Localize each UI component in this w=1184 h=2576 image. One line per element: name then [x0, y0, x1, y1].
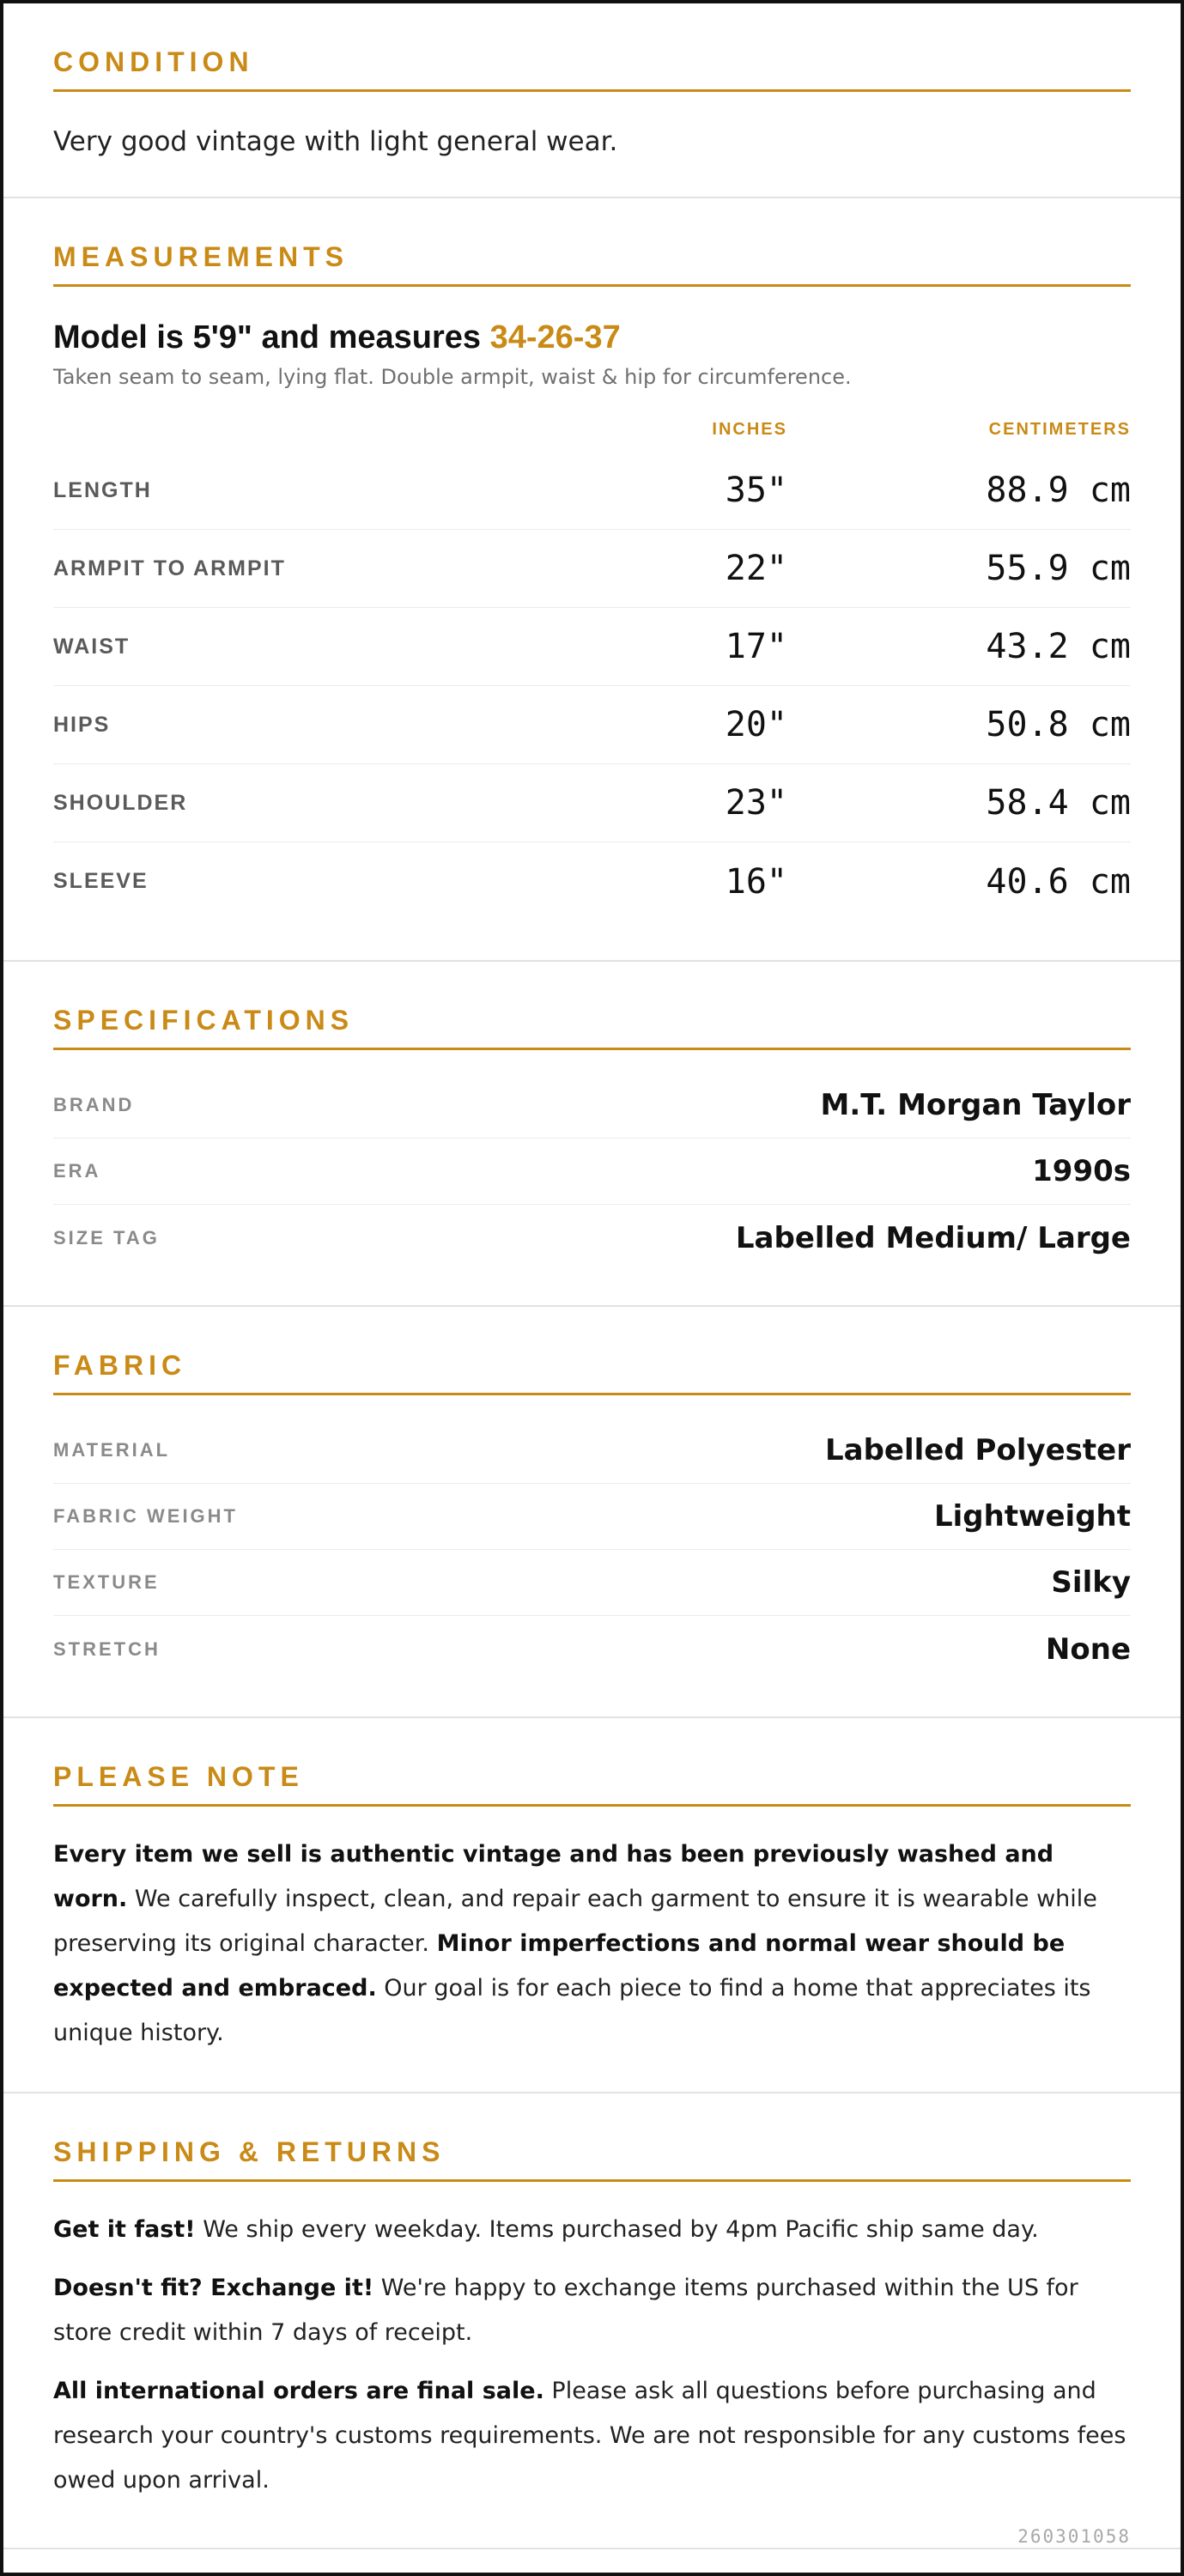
fabric-label: FABRIC WEIGHT	[53, 1505, 238, 1527]
fabric-row	[53, 1418, 1131, 1484]
spec-value: 1990s	[1032, 1154, 1131, 1188]
measurement-cm: 88.9 cm	[986, 471, 1131, 510]
note-text-2: Our goal is for each piece to find a home that appreciates its unique history.	[53, 1975, 1091, 2046]
spec-label: ERA	[53, 1160, 101, 1182]
measurement-row	[53, 452, 1131, 530]
measurements-section	[3, 198, 1181, 962]
spec-value: Labelled Medium/ Large	[735, 1220, 1131, 1255]
measurements-title: MEASUREMENTS	[53, 198, 1131, 287]
measurement-inches: 22"	[725, 549, 787, 588]
shipping-text: We ship every weekday. Items purchased by 4pm Pacific ship same day.	[195, 2216, 1039, 2243]
spec-value: M.T. Morgan Taylor	[820, 1088, 1131, 1122]
condition-title: CONDITION	[53, 3, 1131, 92]
measurement-row	[53, 842, 1131, 920]
measurement-cm: 50.8 cm	[986, 705, 1131, 744]
measurement-label: SHOULDER	[53, 790, 188, 815]
note-text-1: We carefully inspect, clean, and repair each garment to ensure it is wearable while preserving its original character.	[53, 1886, 1097, 1957]
measurement-label: WAIST	[53, 634, 131, 659]
please-note-text	[53, 1807, 1131, 2092]
note-bold-1: Every item we sell is authentic vintage and has been previously washed and worn.	[53, 1841, 1054, 1912]
specifications-section	[3, 962, 1181, 1307]
fabric-table	[53, 1418, 1131, 1716]
measurements-table	[53, 452, 1131, 960]
condition-section	[3, 3, 1181, 198]
fabric-label: MATERIAL	[53, 1439, 171, 1461]
exchange-paragraph	[53, 2266, 1131, 2355]
column-header-inches: INCHES	[712, 420, 787, 439]
specifications-title: SPECIFICATIONS	[53, 962, 1131, 1050]
measurement-inches: 20"	[725, 705, 787, 744]
measurement-cm: 40.6 cm	[986, 861, 1131, 902]
shipping-section	[3, 2093, 1181, 2549]
fabric-value: Lightweight	[933, 1499, 1131, 1534]
fabric-label: TEXTURE	[53, 1571, 160, 1593]
measurement-label: LENGTH	[53, 477, 152, 502]
model-measures-prefix: Model is 5'9" and measures	[53, 319, 490, 355]
measurement-label: HIPS	[53, 712, 111, 737]
specifications-table	[53, 1072, 1131, 1305]
measurements-subtitle: Taken seam to seam, lying flat. Double armpit, waist & hip for circumference.	[53, 365, 852, 389]
shipping-body	[53, 2182, 1131, 2548]
measurement-label: ARMPIT TO ARMPIT	[53, 556, 286, 580]
international-bold: All international orders are final sale.	[53, 2378, 544, 2404]
fabric-section	[3, 1307, 1181, 1718]
exchange-text: We're happy to exchange items purchased within the US for store credit within 7 days of receipt.	[53, 2275, 1078, 2346]
column-header-centimeters: CENTIMETERS	[988, 420, 1131, 439]
fabric-title: FABRIC	[53, 1307, 1131, 1395]
product-code: 260301058	[1017, 2526, 1131, 2547]
measurement-row	[53, 608, 1131, 686]
condition-text: Very good vintage with light general wear.	[53, 126, 618, 157]
measurement-cm: 55.9 cm	[986, 549, 1131, 588]
shipping-paragraph	[53, 2208, 1131, 2252]
measurement-inches: 23"	[725, 783, 787, 823]
measurement-label: SLEEVE	[53, 869, 149, 893]
please-note-title: PLEASE NOTE	[53, 1718, 1131, 1807]
fabric-value: None	[1045, 1631, 1131, 1667]
note-bold-2: Minor imperfections and normal wear should be expected and embraced.	[53, 1930, 1066, 2002]
measurements-header	[53, 420, 1131, 440]
international-paragraph	[53, 2369, 1131, 2503]
measurement-inches: 17"	[725, 627, 787, 666]
measurement-row	[53, 530, 1131, 608]
measurements-header-spacer	[53, 420, 581, 440]
fabric-value: Labelled Polyester	[824, 1433, 1131, 1467]
spec-label: SIZE TAG	[53, 1226, 160, 1249]
exchange-bold: Doesn't fit? Exchange it!	[53, 2275, 374, 2301]
spec-label: BRAND	[53, 1094, 135, 1115]
measurement-row	[53, 764, 1131, 842]
model-measures-accent: 34-26-37	[489, 319, 621, 355]
international-text: Please ask all questions before purchasing and research your country's customs requirements. We are not responsible for any customs fees owed upon arrival.	[53, 2378, 1126, 2494]
measurement-inches: 16"	[725, 861, 787, 902]
fabric-value: Silky	[1051, 1565, 1131, 1600]
measurement-cm: 43.2 cm	[986, 627, 1131, 666]
measurement-row	[53, 686, 1131, 764]
measurement-cm: 58.4 cm	[986, 783, 1131, 823]
measurement-inches: 35"	[725, 471, 787, 510]
model-measures-line	[53, 319, 1131, 356]
please-note-section	[3, 1718, 1181, 2093]
fabric-row	[53, 1550, 1131, 1616]
shipping-bold: Get it fast!	[53, 2216, 196, 2243]
spec-row	[53, 1205, 1131, 1271]
spec-row	[53, 1139, 1131, 1205]
fabric-row	[53, 1484, 1131, 1550]
fabric-label: STRETCH	[53, 1637, 161, 1660]
spec-row	[53, 1072, 1131, 1139]
shipping-title: SHIPPING & RETURNS	[53, 2093, 1131, 2182]
fabric-row	[53, 1616, 1131, 1682]
